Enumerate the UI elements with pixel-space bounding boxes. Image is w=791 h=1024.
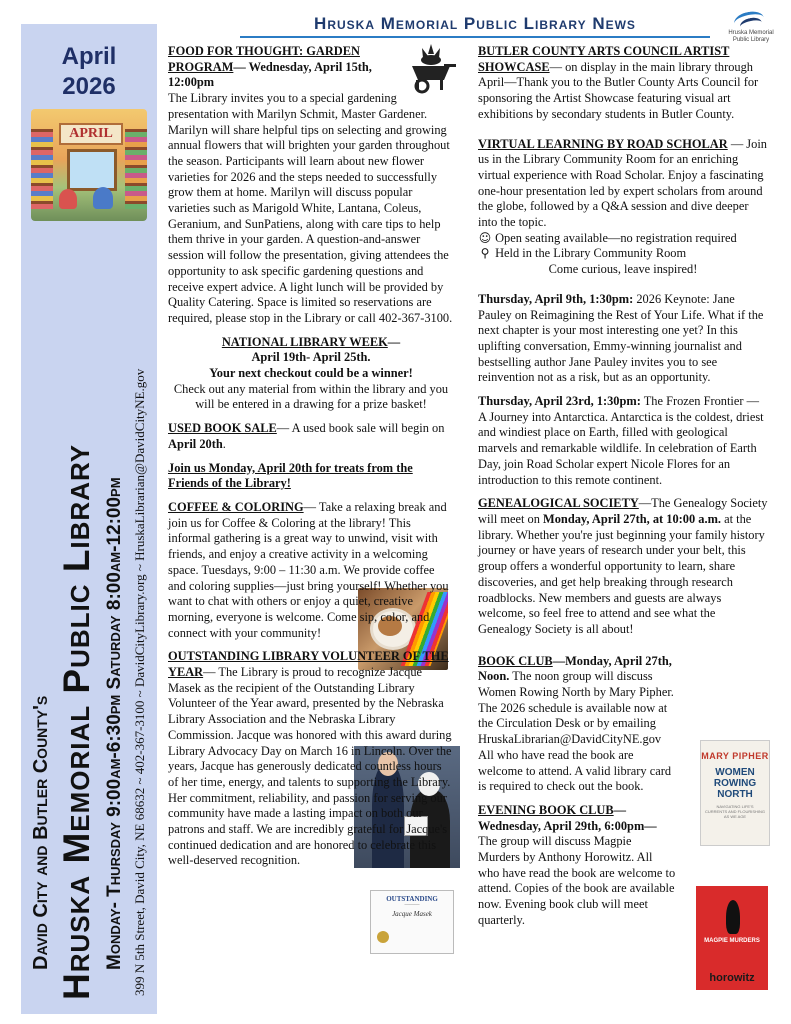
logo-line: Public Library xyxy=(732,37,770,43)
cover-subtitle: NAVIGATING LIFE'S CURRENTS AND FLOURISHING AS WE AGE xyxy=(705,804,766,819)
cover-author: horowitz xyxy=(709,972,755,984)
frontier-body: The Frozen Frontier — A Journey into Antarctica. Antarctica is the coldest, driest and windiest place on Earth, filled with geological marvels and remarkable wildlife. In celebration of Earth Day, join Road Scholar expert Nicole Flores for an introduction to this remote continent. xyxy=(478,394,764,487)
certificate-name: Jacque Masek xyxy=(392,910,432,918)
genealogical-society xyxy=(478,496,768,637)
volunteer-body: — The Library is proud to recognize Jacque Masek as the recipient of the Outstanding Library Volunteer of the Year award, presented by the Nebraska Library Association and the Nebraska Library Commission. Jacque was honored with this award during Library Advocacy Day on March 16 in Lincoln. Over the years, Jacque has generously dedicated countless hours of her time, energy, and talents to supporting the Library. Her commitment, reliability, and passion for serving our community have made a lasting impact on both our patrons and staff. We are incredibly grateful for Jacque's continued dedication and are honored to celebrate this well-deserved recognition. xyxy=(168,665,452,868)
volunteer-of-year xyxy=(168,649,454,869)
evening-book-club xyxy=(478,803,768,929)
virtual-heading: VIRTUAL LEARNING BY ROAD SCHOLAR xyxy=(478,136,728,151)
bookclub-body: The noon group will discuss Women Rowing North by Mary Pipher. The 2026 schedule is available now at the Circulation Desk or by emailing HruskaLibrarian@DavidCityNE.gov All who have read the book are welcome to attend. A valid library card is required to check out the book. xyxy=(478,669,674,794)
keynote-session xyxy=(478,292,768,386)
volunteer-heading: OUTSTANDING LIBRARY VOLUNTEER OF THE YEAR xyxy=(168,649,449,680)
garden-date: — Wednesday, April 15th, 12:00pm xyxy=(168,59,372,90)
april-banner: APRIL xyxy=(59,123,123,145)
reading-child xyxy=(59,189,77,209)
virtual-learning xyxy=(478,137,768,231)
certificate-title: OUTSTANDING xyxy=(386,895,438,903)
sidebar-library-name: Hruska Memorial Public Library xyxy=(56,443,97,1000)
nlw-heading: NATIONAL LIBRARY WEEK xyxy=(221,334,388,349)
reading-child xyxy=(93,187,113,209)
book-club xyxy=(478,654,768,795)
nlw-body: Check out any material from within the library and you will be entered in a drawing for a prize basket! xyxy=(173,381,449,412)
header-rule xyxy=(240,36,710,38)
virtual-body: — Join us in the Library Community Room for an enriching virtual experience with Road Scholar. Enjoy a fascinating one-hour presentation led by expert scholars from around the globe, followed by a Q&A session and dive deeper into the topic. xyxy=(478,136,767,230)
coffee-body: — Take a relaxing break and join us for Coffee & Coloring at the library! This informal gathering is a great way to unwind, visit with friends, and enjoy a creative activity in a welcoming space. Tuesdays, 9:00 – 11:30 a.m. We provide coffee and coloring supplies—just bring yourself! Whether you want to chat with others or enjoy a quiet, creative morning, everyone is welcome. Come sip, color, and connect with your community! xyxy=(168,499,449,640)
seat-icon: ☺ xyxy=(478,230,492,245)
coffee-heading: COFFEE & COLORING xyxy=(168,499,304,514)
logo-text xyxy=(726,30,776,44)
bullet-text: Open seating available—no registration required xyxy=(495,230,737,245)
award-certificate xyxy=(370,890,454,954)
issue-year: 2026 xyxy=(62,73,116,100)
arts-showcase xyxy=(478,44,768,123)
nlw-dash: — xyxy=(387,334,401,349)
bookclub-heading: BOOK CLUB xyxy=(478,653,553,668)
frontier-date: Thursday, April 23rd, 1:30pm: xyxy=(478,394,641,409)
april-illustration xyxy=(31,109,147,221)
virtual-bullet xyxy=(478,231,768,247)
left-column xyxy=(168,44,454,869)
nlw-dates: April 19th- April 25th. xyxy=(251,350,371,365)
bookshelf-right xyxy=(125,129,147,209)
genealogy-body: at the library. Whether you're just beginning your family history journey or have years of research under your belt, this group offers a wonderful opportunity to learn, share discoveries, and get help breaking through research roadblocks. New members and guests are always welcome, so feel free to attend and see what the Genealogy Society is all about! xyxy=(478,511,765,636)
nlw-tagline: Your next checkout could be a winner! xyxy=(209,366,413,381)
arts-heading: BUTLER COUNTY ARTS COUNCIL ARTIST SHOWCASE xyxy=(478,44,730,74)
evening-heading: EVENING BOOK CLUB xyxy=(478,802,614,817)
bookclub-date: —Monday, April 27th, Noon. xyxy=(478,653,672,684)
virtual-tagline: Come curious, leave inspired! xyxy=(548,262,698,277)
genealogy-body: —The Genealogy Society will meet on xyxy=(478,496,768,526)
used-book-sale xyxy=(168,421,454,452)
coffee-coloring xyxy=(168,500,454,641)
garden-body: The Library invites you to a special gardening presentation with Marilyn Schmit, Master Gardener. Marilyn will share helpful tips on selecting and growing annual flowers that will brighten your garden throughout the season. Participants will learn about new flower varieties for 2026 and the steps needed to successfully grow them at home. Marilyn will discuss popular varieties such as Marigold White, Lantana, Coleus, Geranium, and SunPatiens, along with care tips to help them thrive in your garden. A question-and-answer session will follow the presentation, giving attendees the opportunity to ask specific gardening questions and receive expert advice. A light lunch will be provided by Quality Catering. Space is limited so reservations are required, please stop in the Library or call 402-367-3100. xyxy=(168,91,453,325)
seal-icon xyxy=(377,931,389,943)
evening-date: — Wednesday, April 29th, 6:00pm— xyxy=(478,802,657,833)
bullet-text: Held in the Library Community Room xyxy=(495,246,687,261)
booksale-heading: USED BOOK SALE xyxy=(168,421,277,436)
arts-body: — on display in the main library through April—Thank you to the Butler County Arts Council for sponsoring the Artist Showcase featuring visual art exhibitions by secondary students in Butler County. xyxy=(478,59,759,121)
bookshelf-left xyxy=(31,129,53,209)
keynote-body: 2026 Keynote: Jane Pauley on Reimagining the Rest of Your Life. What if the next chapter is your most interesting one yet? In this uplifting conversation, Emmy-winning journalist and bestselling author Jane Pauley invites you to see reinvention not as a risk, but as an opportunity. xyxy=(478,291,764,385)
right-column xyxy=(478,44,768,929)
garden-program xyxy=(168,44,454,91)
booksale-date: April 20th xyxy=(168,436,223,451)
evening-body: The group will discuss Magpie Murders by Anthony Horowitz. All who have read the book are welcome to attend. Copies of the book are available now. Evening book club will meet quarterly. xyxy=(478,834,676,927)
genealogy-heading: GENEALOGICAL SOCIETY xyxy=(478,496,639,511)
sidebar-contact: 399 N 5th Street, David City, NE 68632 ~ 402-367-3100 ~ DavidCityLibrary.org ~ HruskaLibrarian@DavidCityNE.gov xyxy=(132,368,147,996)
frontier-session xyxy=(478,394,768,488)
logo-line: Hruska Memorial xyxy=(728,30,774,36)
window xyxy=(67,149,117,191)
newsletter-title: Hruska Memorial Public Library News xyxy=(314,14,636,33)
cover-author: MARY PIPHER xyxy=(701,751,769,761)
cover-title: WOMEN ROWING NORTH xyxy=(713,767,757,800)
keynote-date: Thursday, April 9th, 1:30pm: xyxy=(478,291,634,306)
booksale-end: . xyxy=(222,436,226,451)
national-library-week xyxy=(168,335,454,414)
certificate-rule: ——— xyxy=(404,903,420,908)
friends-treats: Join us Monday, April 20th for treats from the Friends of the Library! xyxy=(168,460,413,491)
sidebar-hours: Monday- Thursday 9:00am-6:30pm Saturday 8:00am-12:00pm xyxy=(104,477,125,970)
genealogy-date: Monday, April 27th, at 10:00 a.m. xyxy=(543,511,721,526)
sidebar-county-line: David City and Butler County's xyxy=(30,695,52,970)
issue-month: April xyxy=(61,43,117,70)
issue-date xyxy=(21,42,157,102)
garden-heading: FOOD FOR THOUGHT: GARDEN PROGRAM xyxy=(168,44,360,74)
location-pin-icon: ⚲ xyxy=(480,246,490,261)
virtual-bullet xyxy=(478,246,768,262)
booksale-body: — A used book sale will begin on xyxy=(276,421,445,436)
cover-title: MAGPIE MURDERS xyxy=(704,938,760,944)
